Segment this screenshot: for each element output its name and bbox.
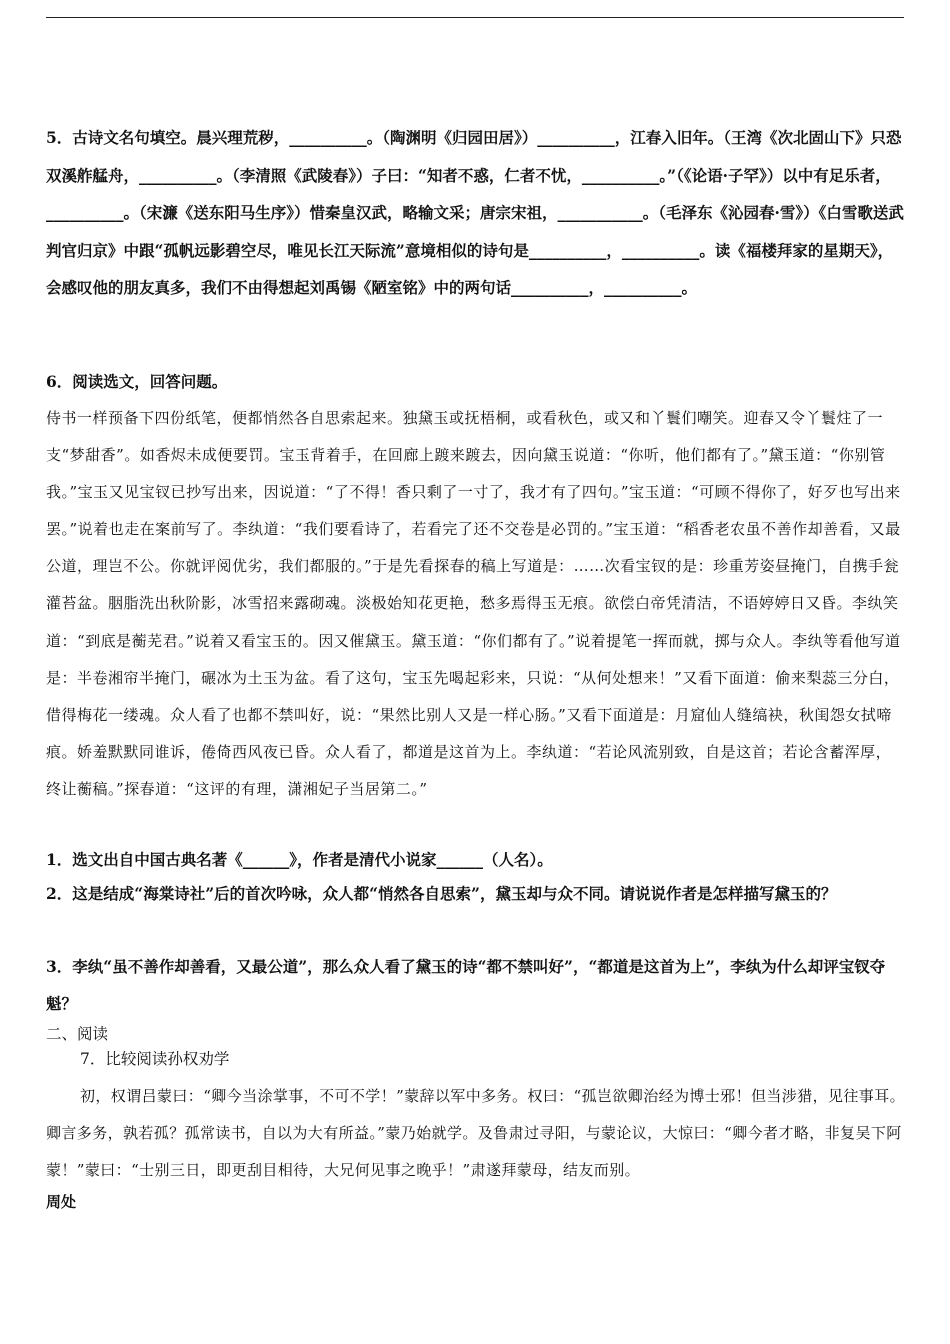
question-6-sub-1: 1．选文出自中国古典名著《______》，作者是清代小说家______（人名）。	[46, 850, 553, 869]
question-7-second-title: 周处	[46, 1193, 77, 1211]
question-7-passage: 初，权谓吕蒙曰：“卿今当涂掌事，不可不学！”蒙辞以军中多务。权曰：“孤岂欲卿治经为博士邪！但当涉猎，见往事耳。卿言多务，孰若孤？孤常读书，自以为大有所益。”蒙乃始就学。及鲁肃过寻阳，与蒙论议，大惊曰：“卿今者才略，非复吴下阿蒙！”蒙曰：“士别三日，即更刮目相待，大兄何见事之晚乎！”肃遂拜蒙母，结友而别。	[46, 1087, 906, 1179]
question-5: 5．古诗文名句填空。晨兴理荒秽，__________。（陶渊明《归园田居》）__________，江春入旧年。（王湾《次北固山下》只恐双溪舴艋舟，__________。（李清照《武陵春》）子曰：“知者不惑，仁者不忧，__________。”（《论语·子罕》）以中有足乐者，__________。（宋濂《送东阳马生序》）惜秦皇汉武，略输文采；唐宗宋祖，___________。（毛泽东《沁园春·雪》）《白雪歌送武判官归京》中跟“孤帆远影碧空尽，唯见长江天际流”意境相似的诗句是__________，__________。读《福楼拜家的星期天》，会感叹他的朋友真多，我们不由得想起刘禹锡《陋室铭》中的两句话__________，__________。	[46, 128, 904, 298]
question-6-sub-3: 3．李纨“虽不善作却善看，又最公道”，那么众人看了黛玉的诗“都不禁叫好”，“都道是这首为上”，李纨为什么却评宝钗夺魁？	[46, 957, 886, 1013]
question-7-title: 7．比较阅读孙权劝学	[80, 1050, 230, 1068]
section-2-heading: 二、阅读	[46, 1025, 109, 1043]
question-6-sub-2: 2．这是结成“海棠诗社”后的首次吟咏，众人都“悄然各自思索”，黛玉却与众不同。请说说作者是怎样描写黛玉的？	[46, 884, 837, 903]
header-rule	[46, 17, 904, 18]
question-6-passage: 侍书一样预备下四份纸笔，便都悄然各自思索起来。独黛玉或抚梧桐，或看秋色，或又和丫鬟们嘲笑。迎春又令丫鬟炷了一支“梦甜香”。如香烬未成便要罚。宝玉背着手，在回廊上踱来踱去，因向黛玉说道：“你听，他们都有了。”黛玉道：“你别管我。”宝玉又见宝钗已抄写出来，因说道：“了不得！香只剩了一寸了，我才有了四句。”宝玉道：“可顾不得你了，好歹也写出来罢。”说着也走在案前写了。李纨道：“我们要看诗了，若看完了还不交卷是必罚的。”宝玉道：“稻香老农虽不善作却善看，又最公道，理岂不公。你就评阅优劣，我们都服的。”于是先看探春的稿上写道是：……次看宝钗的是：珍重芳姿昼掩门，自携手瓮灌苔盆。胭脂洗出秋阶影，冰雪招来露砌魂。淡极始知花更艳，愁多焉得玉无痕。欲偿白帝凭清洁，不语婷婷日又昏。李纨笑道：“到底是蘅芜君。”说着又看宝玉的。因又催黛玉。黛玉道：“你们都有了。”说着提笔一挥而就，掷与众人。李纨等看他写道是：半卷湘帘半掩门，碾冰为土玉为盆。看了这句，宝玉先喝起彩来，只说：“从何处想来！”又看下面道：偷来梨蕊三分白，借得梅花一缕魂。众人看了也都不禁叫好，说：“果然比别人又是一样心肠。”又看下面道是：月窟仙人缝缟袂，秋闺怨女拭啼痕。娇羞默默同谁诉，倦倚西风夜已昏。众人看了，都道是这首为上。李纨道：“若论风流别致，自是这首；若论含蓄浑厚，终让蘅稿。”探春道：“这评的有理，潇湘妃子当居第二。”	[46, 409, 901, 798]
question-6-heading: 6．阅读选文，回答问题。	[46, 372, 228, 391]
